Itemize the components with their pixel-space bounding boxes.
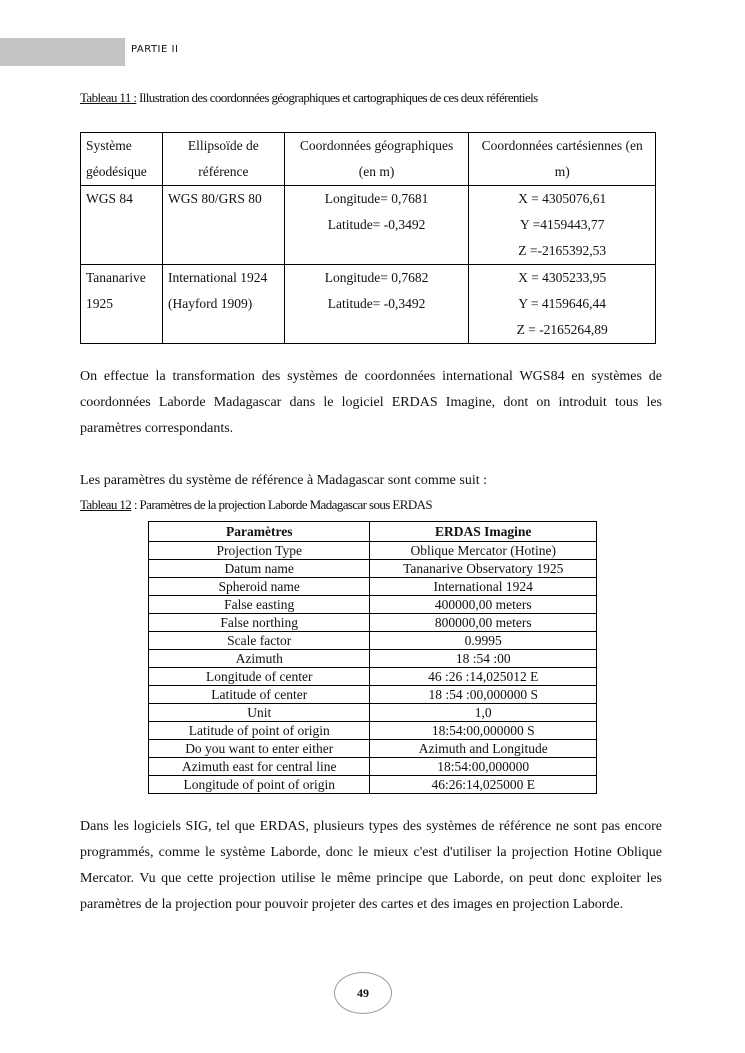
parameter-name: Azimuth	[149, 650, 370, 668]
z-value: Z = -2165264,89	[516, 322, 608, 337]
y-value: Y =4159443,77	[520, 217, 605, 232]
header-cell: Paramètres	[149, 522, 370, 542]
parameter-value: Azimuth and Longitude	[370, 740, 597, 758]
table-header-row	[81, 133, 656, 186]
parameter-value: 18:54:00,000000 S	[370, 722, 597, 740]
table-11	[80, 132, 656, 344]
table-row	[149, 614, 597, 632]
parameter-value: 400000,00 meters	[370, 596, 597, 614]
table-header-row	[149, 522, 597, 542]
parameter-value: Tananarive Observatory 1925	[370, 560, 597, 578]
table-row	[149, 578, 597, 596]
table-row	[149, 740, 597, 758]
parameter-name: False easting	[149, 596, 370, 614]
parameter-value: 18 :54 :00	[370, 650, 597, 668]
cell-ellipsoid: International 1924 (Hayford 1909)	[162, 265, 284, 344]
table-row	[149, 668, 597, 686]
caption-text: Illustration des coordonnées géographiques et cartographiques de ces deux référentiels	[136, 90, 538, 105]
header-cell: Coordonnées cartésiennes (en m)	[469, 133, 656, 186]
table-12	[148, 521, 597, 794]
paragraph-1: On effectue la transformation des systèmes de coordonnées international WGS84 en systèmes de coordonnées Laborde Madagascar dans le logiciel ERDAS Imagine, dont on introduit tous les paramètres correspondants.	[80, 369, 662, 436]
parameter-value: International 1924	[370, 578, 597, 596]
parameter-value: 0.9995	[370, 632, 597, 650]
parameter-value: 18:54:00,000000	[370, 758, 597, 776]
cell-geo	[284, 265, 469, 344]
cell-cart	[469, 186, 656, 265]
y-value: Y = 4159646,44	[518, 296, 607, 311]
table-row	[81, 186, 656, 265]
parameter-name: Scale factor	[149, 632, 370, 650]
parameter-name: Spheroid name	[149, 578, 370, 596]
parameter-name: Longitude of point of origin	[149, 776, 370, 794]
z-value: Z =-2165392,53	[518, 243, 607, 258]
parameter-value: 18 :54 :00,000000 S	[370, 686, 597, 704]
parameter-name: Do you want to enter either	[149, 740, 370, 758]
table-row	[149, 776, 597, 794]
parameter-name: Longitude of center	[149, 668, 370, 686]
parameter-value: 46 :26 :14,025012 E	[370, 668, 597, 686]
cell-ellipsoid: WGS 80/GRS 80	[162, 186, 284, 265]
parameter-value: 1,0	[370, 704, 597, 722]
x-value: X = 4305076,61	[518, 191, 607, 206]
caption-label: Tableau 12	[80, 497, 132, 512]
header-cell: Coordonnées géographiques (en m)	[284, 133, 469, 186]
table-row	[149, 686, 597, 704]
parameter-name: Projection Type	[149, 542, 370, 560]
caption-label: Tableau 11 :	[80, 90, 137, 105]
cell-system: WGS 84	[81, 186, 163, 265]
latitude: Latitude= -0,3492	[327, 296, 426, 311]
caption-text: : Paramètres de la projection Laborde Madagascar sous ERDAS	[131, 497, 433, 512]
header-cell: Système géodésique	[81, 133, 163, 186]
parameter-name: Unit	[149, 704, 370, 722]
table-row	[149, 650, 597, 668]
table-row	[149, 632, 597, 650]
table11-caption	[80, 90, 538, 106]
cell-geo	[284, 186, 469, 265]
table-row	[81, 265, 656, 344]
x-value: X = 4305233,95	[518, 270, 607, 285]
table-row	[149, 704, 597, 722]
parameter-name: Datum name	[149, 560, 370, 578]
header-cell: Ellipsoïde de référence	[162, 133, 284, 186]
table-row	[149, 596, 597, 614]
latitude: Latitude= -0,3492	[327, 217, 426, 232]
parameter-value: Oblique Mercator (Hotine)	[370, 542, 597, 560]
parameter-name: Latitude of point of origin	[149, 722, 370, 740]
parameter-name: False northing	[149, 614, 370, 632]
cell-cart	[469, 265, 656, 344]
parameter-value: 46:26:14,025000 E	[370, 776, 597, 794]
parameter-name: Azimuth east for central line	[149, 758, 370, 776]
longitude: Longitude= 0,7682	[324, 270, 429, 285]
section-header: PARTIE II	[131, 44, 179, 55]
parameter-name: Latitude of center	[149, 686, 370, 704]
header-bar	[0, 38, 125, 66]
table-row	[149, 758, 597, 776]
table12-caption	[80, 497, 432, 513]
longitude: Longitude= 0,7681	[324, 191, 429, 206]
cell-system: Tananarive 1925	[81, 265, 163, 344]
parameter-value: 800000,00 meters	[370, 614, 597, 632]
paragraph-2: Dans les logiciels SIG, tel que ERDAS, plusieurs types des systèmes de référence ne sont pas encore programmés, comme le système Laborde, donc le mieux c'est d'utiliser la projection Hotine Oblique Mercator. Vu que cette projection utilise le même principe que Laborde, on peut donc exploiter les paramètres de la projection pour pouvoir projeter des cartes et des images en projection Laborde.	[80, 819, 662, 912]
page-number: 49	[334, 972, 392, 1014]
header-cell: ERDAS Imagine	[370, 522, 597, 542]
table-row	[149, 560, 597, 578]
table-row	[149, 542, 597, 560]
intro-text: Les paramètres du système de référence à Madagascar sont comme suit :	[80, 473, 487, 488]
table-row	[149, 722, 597, 740]
